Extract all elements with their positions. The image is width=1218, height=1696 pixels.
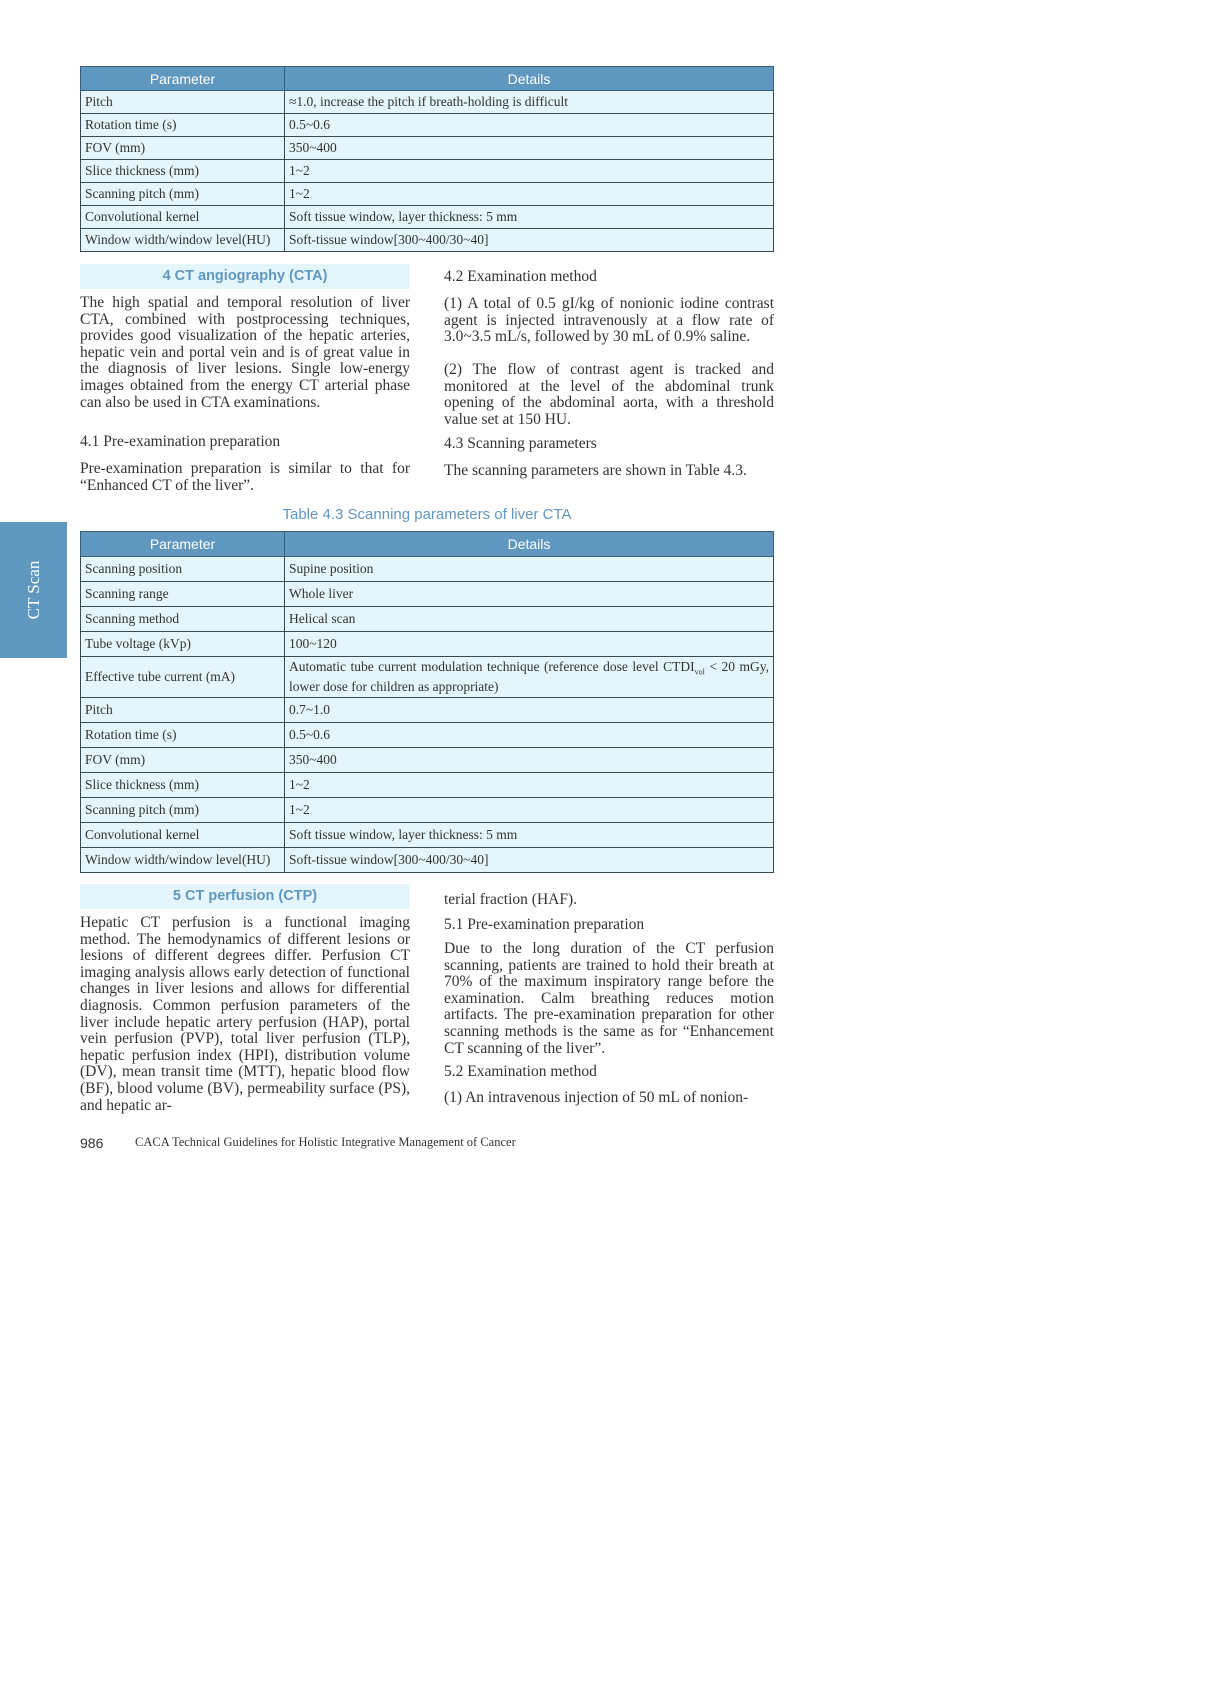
detail-cell: 0.7~1.0	[285, 698, 774, 723]
table-row	[81, 848, 774, 873]
detail-cell: 1~2	[285, 773, 774, 798]
page-number: 986	[80, 1135, 104, 1151]
ctp-intro-paragraph: Hepatic CT perfusion is a functional imaging method. The hemodynamics of different lesions or lesions of different degrees differ. Perfusion CT imaging analysis allows early detection of functional changes in liver lesions and allows for differential diagnosis. Common perfusion parameters of the liver include hepatic artery perfusion (HAP), portal vein perfusion (PVP), total liver perfusion (TLP), hepatic perfusion index (HPI), distribution volume (DV), mean transit time (MTT), hepatic blood flow (BF), blood volume (BV), permeability surface (PS), and hepatic ar-	[80, 914, 410, 1114]
detail-cell: Soft tissue window, layer thickness: 5 mm	[285, 206, 774, 229]
detail-cell: Soft-tissue window[300~400/30~40]	[285, 848, 774, 873]
param-cell: Window width/window level(HU)	[81, 848, 285, 873]
param-cell: Scanning method	[81, 607, 285, 632]
param-cell: Convolutional kernel	[81, 823, 285, 848]
column-header: Details	[285, 67, 774, 91]
param-cell: Slice thickness (mm)	[81, 773, 285, 798]
table-row	[81, 607, 774, 632]
detail-text: < 20 mGy, lower dose for children as appropriate)	[289, 659, 769, 694]
detail-cell: ≈1.0, increase the pitch if breath-holding is difficult	[285, 91, 774, 114]
table-row	[81, 206, 774, 229]
param-cell: Scanning pitch (mm)	[81, 798, 285, 823]
param-cell: Pitch	[81, 698, 285, 723]
paragraph-4-2-item-1: (1) A total of 0.5 gI/kg of nonionic iodine contrast agent is injected intravenously at a flow rate of 3.0~3.5 mL/s, followed by 30 mL of 0.9% saline.	[444, 295, 774, 346]
detail-cell: 0.5~0.6	[285, 114, 774, 137]
table-row	[81, 557, 774, 582]
detail-cell: 0.5~0.6	[285, 723, 774, 748]
detail-cell: 350~400	[285, 748, 774, 773]
param-cell: FOV (mm)	[81, 137, 285, 160]
parameters-table-continued	[80, 66, 774, 252]
paragraph-4-1: Pre-examination preparation is similar to that for “Enhanced CT of the liver”.	[80, 460, 410, 494]
detail-cell: 1~2	[285, 160, 774, 183]
param-cell: Scanning range	[81, 582, 285, 607]
subheading-5-2: 5.2 Examination method	[444, 1063, 597, 1080]
paragraph-4-2-item-2: (2) The flow of contrast agent is tracked and monitored at the level of the abdominal trunk opening of the abdominal aorta, with a threshold value set at 150 HU.	[444, 361, 774, 428]
table-row	[81, 657, 774, 698]
column-header: Parameter	[81, 532, 285, 557]
table-row	[81, 183, 774, 206]
table-row	[81, 748, 774, 773]
table-row	[81, 823, 774, 848]
detail-text: Automatic tube current modulation technique (reference dose level CTDI	[289, 659, 695, 675]
column-header: Parameter	[81, 67, 285, 91]
param-cell: Rotation time (s)	[81, 723, 285, 748]
section-heading-ctp: 5 CT perfusion (CTP)	[80, 884, 410, 909]
paragraph-4-3: The scanning parameters are shown in Table 4.3.	[444, 462, 747, 479]
subheading-4-2: 4.2 Examination method	[444, 268, 597, 285]
table-row	[81, 723, 774, 748]
detail-cell: 100~120	[285, 632, 774, 657]
table-row	[81, 137, 774, 160]
detail-cell: Soft-tissue window[300~400/30~40]	[285, 229, 774, 252]
detail-cell: Supine position	[285, 557, 774, 582]
table-caption: Table 4.3 Scanning parameters of liver CTA	[282, 506, 572, 523]
detail-cell: 350~400	[285, 137, 774, 160]
subheading-4-3: 4.3 Scanning parameters	[444, 435, 597, 452]
table-row	[81, 160, 774, 183]
running-footer-title: CACA Technical Guidelines for Holistic Integrative Management of Cancer	[135, 1135, 516, 1149]
param-cell: FOV (mm)	[81, 748, 285, 773]
scanning-parameters-table	[80, 531, 774, 873]
param-cell: Scanning pitch (mm)	[81, 183, 285, 206]
table-header-row	[81, 532, 774, 557]
chapter-side-tab	[0, 522, 67, 658]
table-row	[81, 632, 774, 657]
table-row	[81, 773, 774, 798]
paragraph-5-2: (1) An intravenous injection of 50 mL of nonion-	[444, 1089, 749, 1106]
table-row	[81, 582, 774, 607]
param-cell: Slice thickness (mm)	[81, 160, 285, 183]
param-cell: Effective tube current (mA)	[81, 657, 285, 698]
param-cell: Pitch	[81, 91, 285, 114]
table-row	[81, 114, 774, 137]
side-tab-label: CT Scan	[23, 560, 43, 620]
param-cell: Convolutional kernel	[81, 206, 285, 229]
table-row	[81, 798, 774, 823]
cta-intro-paragraph: The high spatial and temporal resolution of liver CTA, combined with postprocessing techniques, provides good visualization of the hepatic arteries, hepatic vein and portal vein and is of great value in the diagnosis of liver lesions. Single low-energy images obtained from the energy CT arterial phase can also be used in CTA examinations.	[80, 294, 410, 411]
param-cell: Window width/window level(HU)	[81, 229, 285, 252]
section-heading-cta: 4 CT angiography (CTA)	[80, 264, 410, 289]
param-cell: Tube voltage (kVp)	[81, 632, 285, 657]
detail-cell	[285, 657, 774, 698]
detail-cell: 1~2	[285, 798, 774, 823]
param-cell: Rotation time (s)	[81, 114, 285, 137]
column-header: Details	[285, 532, 774, 557]
detail-cell: Soft tissue window, layer thickness: 5 mm	[285, 823, 774, 848]
subheading-5-1: 5.1 Pre-examination preparation	[444, 916, 645, 933]
detail-cell: 1~2	[285, 183, 774, 206]
subheading-4-1: 4.1 Pre-examination preparation	[80, 433, 281, 450]
detail-cell: Whole liver	[285, 582, 774, 607]
ctp-intro-continued: terial fraction (HAF).	[444, 891, 577, 908]
table-row	[81, 229, 774, 252]
param-cell: Scanning position	[81, 557, 285, 582]
table-header-row	[81, 67, 774, 91]
paragraph-5-1: Due to the long duration of the CT perfusion scanning, patients are trained to hold their breath at 70% of the maximum inspiratory range before the examination. Calm breathing reduces motion artifacts. The pre-examination preparation for other scanning methods is the same as for “Enhancement CT scanning of the liver”.	[444, 940, 774, 1057]
detail-cell: Helical scan	[285, 607, 774, 632]
table-row	[81, 91, 774, 114]
subscript-text: vol	[694, 667, 705, 677]
table-row	[81, 698, 774, 723]
